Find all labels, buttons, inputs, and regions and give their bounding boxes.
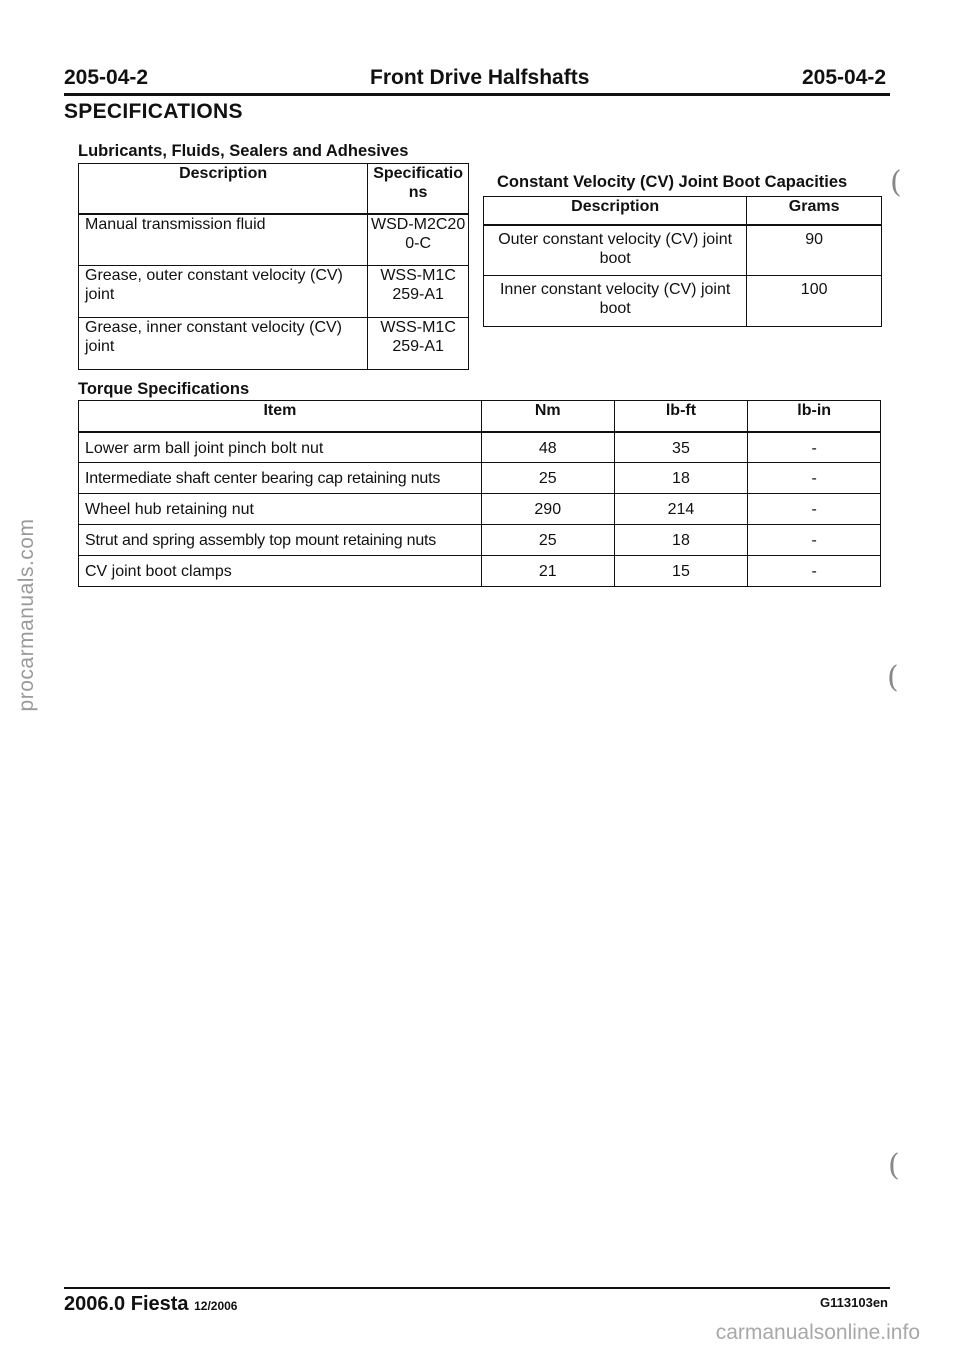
footer-code: G113103en (820, 1295, 888, 1310)
table-row (79, 525, 881, 556)
torque-item: Intermediate shaft center bearing cap retaining nuts (79, 463, 482, 494)
table-row (484, 225, 882, 276)
lubricant-spec: WSS-M1C 259-A1 (368, 318, 469, 370)
header-rule (64, 93, 890, 96)
torque-lbft: 15 (614, 556, 748, 587)
torque-lbin: - (748, 494, 881, 525)
watermark-bottom: carmanualsonline.info (715, 1321, 920, 1344)
torque-item: CV joint boot clamps (79, 556, 482, 587)
torque-nm: 290 (481, 494, 614, 525)
lubricant-description: Grease, outer constant velocity (CV) joint (79, 266, 368, 318)
cv-boot-header-grams: Grams (747, 197, 882, 225)
table-row (79, 266, 469, 318)
footer-model-name: 2006.0 Fiesta (64, 1293, 189, 1315)
table-row (79, 494, 881, 525)
cv-boot-title: Constant Velocity (CV) Joint Boot Capacities (497, 173, 848, 191)
lubricant-spec: WSS-M1C 259-A1 (368, 266, 469, 318)
cv-boot-grams: 100 (747, 276, 882, 327)
torque-title: Torque Specifications (78, 380, 250, 398)
lubricant-description: Manual transmission fluid (79, 214, 368, 266)
torque-nm: 25 (481, 463, 614, 494)
table-row (79, 463, 881, 494)
torque-item: Wheel hub retaining nut (79, 494, 482, 525)
cv-boot-table (483, 196, 882, 327)
cv-boot-description: Inner constant velocity (CV) joint boot (484, 276, 747, 327)
torque-lbin: - (748, 432, 881, 463)
footer-rule (64, 1287, 890, 1289)
torque-lbft: 214 (614, 494, 748, 525)
lubricant-spec: WSD-M2C200-C (368, 214, 469, 266)
torque-lbin: - (748, 525, 881, 556)
page-code-left: 205-04-2 (64, 66, 149, 89)
section-title: SPECIFICATIONS (64, 100, 243, 123)
cv-boot-description: Outer constant velocity (CV) joint boot (484, 225, 747, 276)
torque-lbft: 35 (614, 432, 748, 463)
torque-lbft: 18 (614, 525, 748, 556)
margin-mark: ( (888, 1148, 900, 1183)
table-row (79, 214, 469, 266)
lubricant-description: Grease, inner constant velocity (CV) joint (79, 318, 368, 370)
margin-mark: ( (887, 660, 899, 695)
table-row (484, 276, 882, 327)
torque-lbin: - (748, 463, 881, 494)
lubricants-header-description: Description (79, 164, 368, 214)
torque-nm: 21 (481, 556, 614, 587)
torque-nm: 48 (481, 432, 614, 463)
torque-header-lbft: lb-ft (614, 401, 748, 432)
torque-header-item: Item (79, 401, 482, 432)
lubricants-title: Lubricants, Fluids, Sealers and Adhesives (78, 142, 409, 160)
torque-nm: 25 (481, 525, 614, 556)
footer-model (64, 1293, 237, 1316)
margin-mark: ( (890, 165, 902, 200)
lubricants-table (78, 163, 469, 370)
page-title: Front Drive Halfshafts (370, 66, 590, 89)
cv-boot-grams: 90 (747, 225, 882, 276)
torque-lbin: - (748, 556, 881, 587)
torque-header-nm: Nm (481, 401, 614, 432)
table-row (79, 318, 469, 370)
page-code-right: 205-04-2 (802, 66, 887, 89)
torque-item: Strut and spring assembly top mount retaining nuts (79, 525, 482, 556)
torque-item: Lower arm ball joint pinch bolt nut (79, 432, 482, 463)
watermark-left: procarmanuals.com (15, 518, 38, 712)
torque-lbft: 18 (614, 463, 748, 494)
table-row (79, 556, 881, 587)
footer-date: 12/2006 (194, 1299, 238, 1313)
cv-boot-header-description: Description (484, 197, 747, 225)
lubricants-header-specifications: Specifications (368, 164, 469, 214)
torque-table (78, 400, 881, 587)
torque-header-lbin: lb-in (748, 401, 881, 432)
table-row (79, 432, 881, 463)
